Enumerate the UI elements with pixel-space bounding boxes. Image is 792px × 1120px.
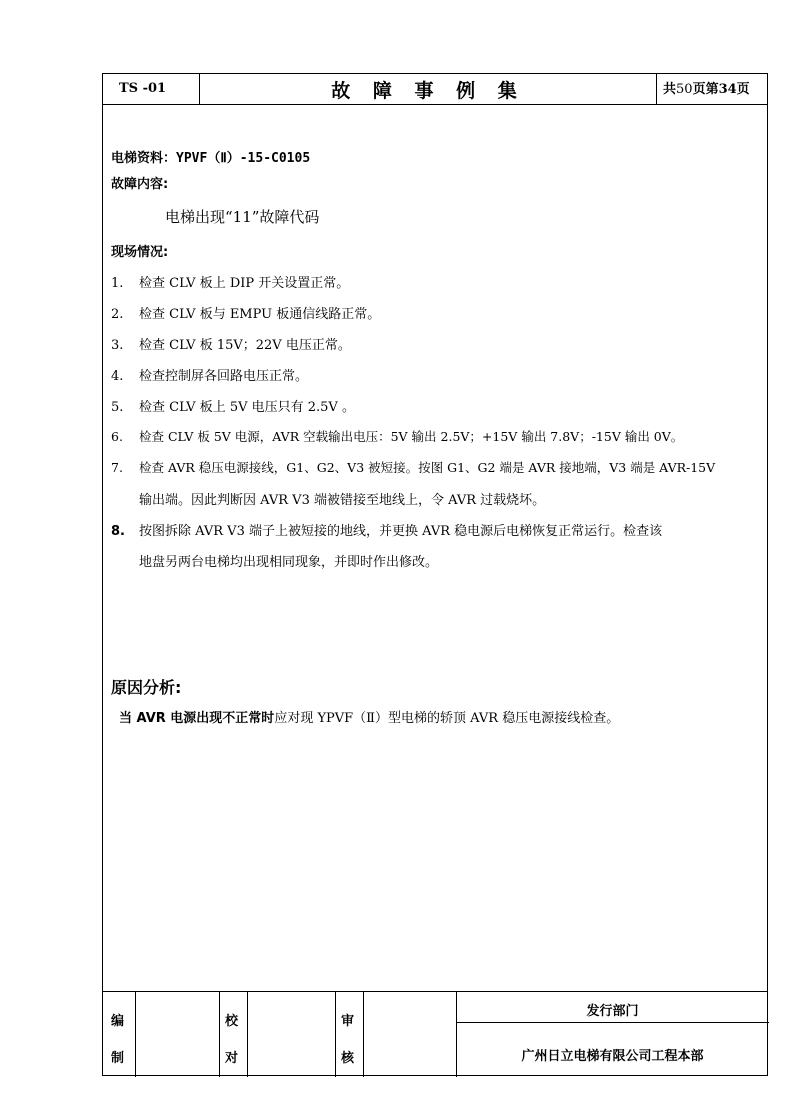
site-item-7: 7. 检查 AVR 稳压电源接线，G1、G2、V3 被短接。按图 G1、G2 端是 AVR 接地端，V3 端是 AVR-15V: [111, 460, 716, 475]
page-mid: 页第: [692, 82, 719, 97]
page-prefix: 共: [663, 82, 677, 97]
divider: [335, 992, 336, 1077]
footer-signoff: [103, 991, 767, 1076]
page-info: [657, 74, 769, 104]
page-suffix: 页: [736, 82, 750, 97]
divider: [247, 992, 248, 1077]
site-item-1: 1. 检查 CLV 板上 DIP 开关设置正常。: [111, 276, 350, 291]
divider: [456, 1022, 769, 1023]
issuing-dept-name: 广州日立电梯有限公司工程本部: [521, 1049, 704, 1064]
page-current: 34: [718, 82, 737, 97]
site-item-3: 3. 检查 CLV 板 15V；22V 电压正常。: [111, 338, 351, 353]
footer-shen: 审: [341, 1014, 355, 1029]
footer-he: 核: [341, 1051, 355, 1066]
site-item-6: 6. 检查 CLV 板 5V 电源，AVR 空载输出电压：5V 输出 2.5V；+15V 输出 7.8V；-15V 输出 0V。: [111, 429, 684, 444]
elevator-info: [111, 147, 310, 166]
document-title: 故 障 事 例 集: [200, 74, 657, 104]
footer-jiao: 校: [225, 1014, 239, 1029]
fault-label: 故障内容:: [111, 177, 169, 192]
document-code: TS -01: [103, 74, 200, 104]
cause-text-rest: 应对现 YPVF（Ⅱ）型电梯的轿顶 AVR 稳压电源接线检查。: [274, 711, 620, 726]
site-item-5: 5. 检查 CLV 板上 5V 电压只有 2.5V 。: [111, 400, 355, 415]
issuing-dept-label: 发行部门: [586, 1004, 639, 1019]
footer-bian: 编: [111, 1014, 125, 1029]
divider: [135, 992, 136, 1077]
elevator-model: YPVF（Ⅱ）-15-C0105: [176, 151, 311, 166]
site-item-8-cont: 地盘另两台电梯均出现相同现象，并即时作出修改。: [139, 555, 439, 570]
page-total: 50: [676, 82, 693, 97]
cause-label: 原因分析:: [111, 678, 182, 697]
footer-dui: 对: [225, 1051, 239, 1066]
elevator-label: 电梯资料：: [111, 151, 177, 166]
cause-text: [119, 707, 619, 726]
site-label: 现场情况:: [111, 245, 169, 260]
divider: [219, 992, 220, 1077]
content-area: [103, 105, 767, 991]
document-sheet: [102, 73, 768, 1076]
site-item-4: 4. 检查控制屏各回路电压正常。: [111, 369, 309, 384]
site-item-2: 2. 检查 CLV 板与 EMPU 板通信线路正常。: [111, 307, 381, 322]
site-item-7-cont: 输出端。因此判断因 AVR V3 端被错接至地线上，令 AVR 过载烧坏。: [139, 493, 546, 508]
header-row: [103, 74, 767, 105]
cause-text-bold: 当 AVR 电源出现不正常时: [119, 711, 275, 726]
site-item-8: 8. 按图拆除 AVR V3 端子上被短接的地线，并更换 AVR 稳电源后电梯恢复正常运行。检查该: [111, 524, 663, 539]
divider: [363, 992, 364, 1077]
fault-text: 电梯出现“11”故障代码: [165, 208, 320, 226]
footer-zhi: 制: [111, 1051, 125, 1066]
